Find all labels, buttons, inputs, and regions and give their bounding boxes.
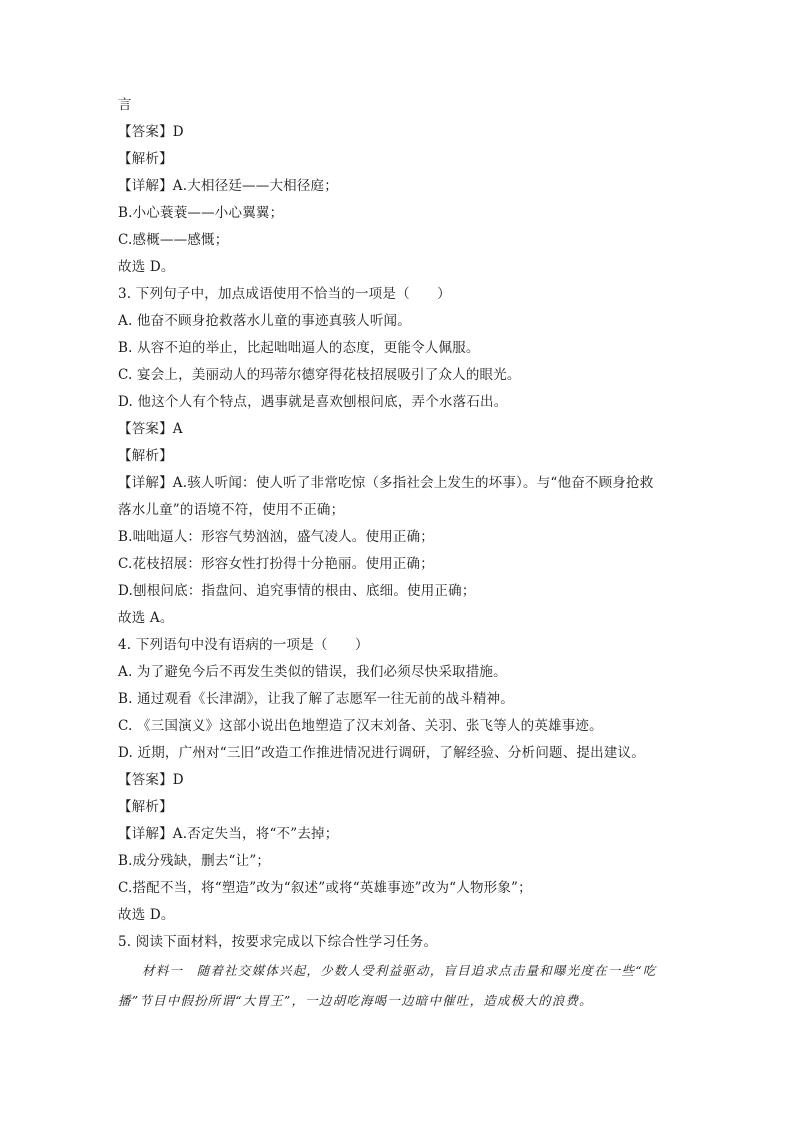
conclusion-line: 故选 A。 bbox=[118, 610, 174, 626]
material-one-line: 材料一 随着社交媒体兴起，少数人受利益驱动，盲目追求点击量和曝光度在一些“吃 bbox=[142, 963, 657, 978]
answer-line: 【答案】D bbox=[118, 772, 184, 788]
explanation-line: 【详解】A.骇人听闻：使人听了非常吃惊（多指社会上发生的坏事）。与“他奋不顾身抢救 bbox=[118, 475, 654, 491]
question-4-option-c: C. 《三国演义》这部小说出色地塑造了汉末刘备、关羽、张飞等人的英雄事迹。 bbox=[118, 718, 603, 734]
question-4-stem: 4. 下列语句中没有语病的一项是（ ） bbox=[118, 637, 369, 653]
document-page bbox=[118, 92, 678, 1016]
answer-line: 【答案】A bbox=[118, 421, 183, 437]
explanation-line: D.刨根问底：指盘问、追究事情的根由、底细。使用正确； bbox=[118, 583, 476, 599]
text-line: 言 bbox=[118, 97, 132, 113]
explanation-line: B.成分残缺，删去“让”； bbox=[118, 853, 271, 869]
question-5-stem: 5. 阅读下面材料，按要求完成以下综合性学习任务。 bbox=[118, 934, 438, 950]
conclusion-line: 故选 D。 bbox=[118, 259, 175, 275]
explanation-line: C.搭配不当，将“塑造”改为“叙述”或将“英雄事迹”改为“人物形象”； bbox=[118, 880, 532, 896]
question-4-option-d: D. 近期，广州对“三旧”改造工作推进情况进行调研，了解经验、分析问题、提出建议。 bbox=[118, 745, 645, 761]
analysis-heading: 【解析】 bbox=[118, 151, 173, 167]
explanation-line: 【详解】A.大相径廷——大相径庭； bbox=[118, 178, 338, 194]
question-3-option-a: A. 他奋不顾身抢救落水儿童的事迹真骇人听闻。 bbox=[118, 313, 411, 329]
explanation-line: B.咄咄逼人：形容气势汹汹，盛气凌人。使用正确； bbox=[118, 529, 435, 545]
conclusion-line: 故选 D。 bbox=[118, 907, 175, 923]
question-4-option-a: A. 为了避免今后不再发生类似的错误，我们必须尽快采取措施。 bbox=[118, 664, 507, 680]
material-one-line: 播”节目中假扮所谓“大胃王”，一边胡吃海喝一边暗中催吐，造成极大的浪费。 bbox=[118, 993, 593, 1008]
question-3-option-d: D. 他这个人有个特点，遇事就是喜欢刨根问底，弄个水落石出。 bbox=[118, 394, 508, 410]
analysis-heading: 【解析】 bbox=[118, 448, 173, 464]
question-3-stem: 3. 下列句子中，加点成语使用不恰当的一项是（ ） bbox=[118, 286, 451, 302]
question-4-option-b: B. 通过观看《长津湖》，让我了解了志愿军一往无前的战斗精神。 bbox=[118, 691, 514, 707]
explanation-line: 【详解】A.否定失当，将“不”去掉； bbox=[118, 826, 339, 842]
explanation-line: C.感概——感慨； bbox=[118, 232, 229, 248]
answer-line: 【答案】D bbox=[118, 124, 184, 140]
explanation-line: C.花枝招展：形容女性打扮得十分艳丽。使用正确； bbox=[118, 556, 434, 572]
analysis-heading: 【解析】 bbox=[118, 799, 173, 815]
explanation-line: B.小心蓑蓑——小心翼翼； bbox=[118, 205, 284, 221]
explanation-line: 落水儿童”的语境不符，使用不正确； bbox=[118, 502, 345, 518]
question-3-option-b: B. 从容不迫的举止，比起咄咄逼人的态度，更能令人佩服。 bbox=[118, 340, 480, 356]
question-3-option-c: C. 宴会上，美丽动人的玛蒂尔德穿得花枝招展吸引了众人的眼光。 bbox=[118, 367, 521, 383]
